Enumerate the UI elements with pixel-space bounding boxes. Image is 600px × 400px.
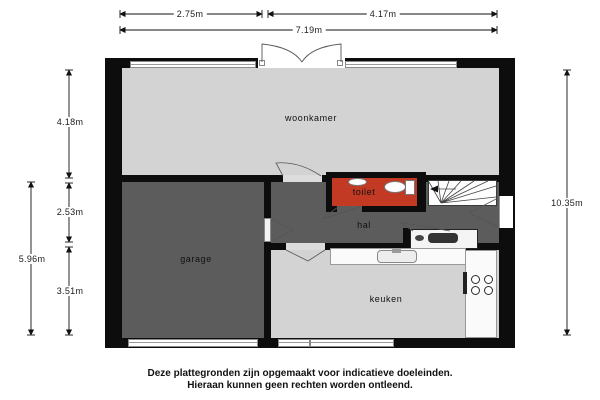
cooktop-burner-icon: [471, 275, 480, 284]
label-woonkamer: woonkamer: [285, 113, 337, 123]
door-hinge-icon: [337, 60, 343, 66]
cooktop-burner-icon: [484, 275, 493, 284]
window-mullion: [309, 339, 311, 347]
door-hinge-icon: [259, 60, 265, 66]
garage-door-opening: [128, 339, 258, 347]
cooktop-edge: [463, 272, 467, 294]
label-hal: hal: [357, 220, 371, 230]
doorway-toilet: [337, 206, 362, 212]
kitchen-counter-east: [465, 250, 497, 338]
front-door: [499, 196, 513, 228]
label-garage: garage: [180, 254, 212, 264]
wall-stub-counter: [403, 228, 410, 249]
toilet-tank-icon: [405, 180, 415, 195]
doorway-woonkamer-hal: [283, 175, 322, 182]
window-woonkamer-left: [130, 61, 256, 68]
label-toilet: toilet: [352, 187, 376, 197]
disclaimer-line2: Hieraan kunnen geen rechten worden ontleend.: [187, 380, 413, 391]
dim-left-middle: 2.53m: [54, 207, 87, 217]
stairs: [428, 180, 497, 206]
cooktop-burner-icon: [471, 286, 480, 295]
dim-top-left: 2.75m: [174, 9, 207, 19]
label-keuken: keuken: [369, 294, 403, 304]
disclaimer: [0, 368, 600, 392]
dim-right-total: 10.35m: [548, 198, 586, 208]
doorway-hal-keuken: [286, 243, 325, 250]
window-woonkamer-right: [345, 61, 457, 68]
appliance-icon: [428, 233, 458, 243]
dim-left-upper: 4.18m: [54, 117, 87, 127]
dim-top-total: 7.19m: [293, 25, 326, 35]
cooktop-burner-icon: [484, 286, 493, 295]
toilet-bowl-icon: [384, 181, 406, 193]
faucet-icon: [392, 248, 401, 253]
washbasin-icon: [348, 178, 367, 186]
appliance-handle-icon: [415, 235, 424, 241]
window-keuken: [278, 339, 394, 347]
disclaimer-line1: Deze plattegronden zijn opgemaakt voor indicatieve doeleinden.: [147, 368, 453, 379]
dim-left-outer: 5.96m: [16, 254, 49, 264]
french-doors-opening: [258, 58, 345, 68]
door-garage-hal: [264, 218, 271, 242]
dim-top-right: 4.17m: [367, 9, 400, 19]
dim-left-lower: 3.51m: [54, 286, 87, 296]
